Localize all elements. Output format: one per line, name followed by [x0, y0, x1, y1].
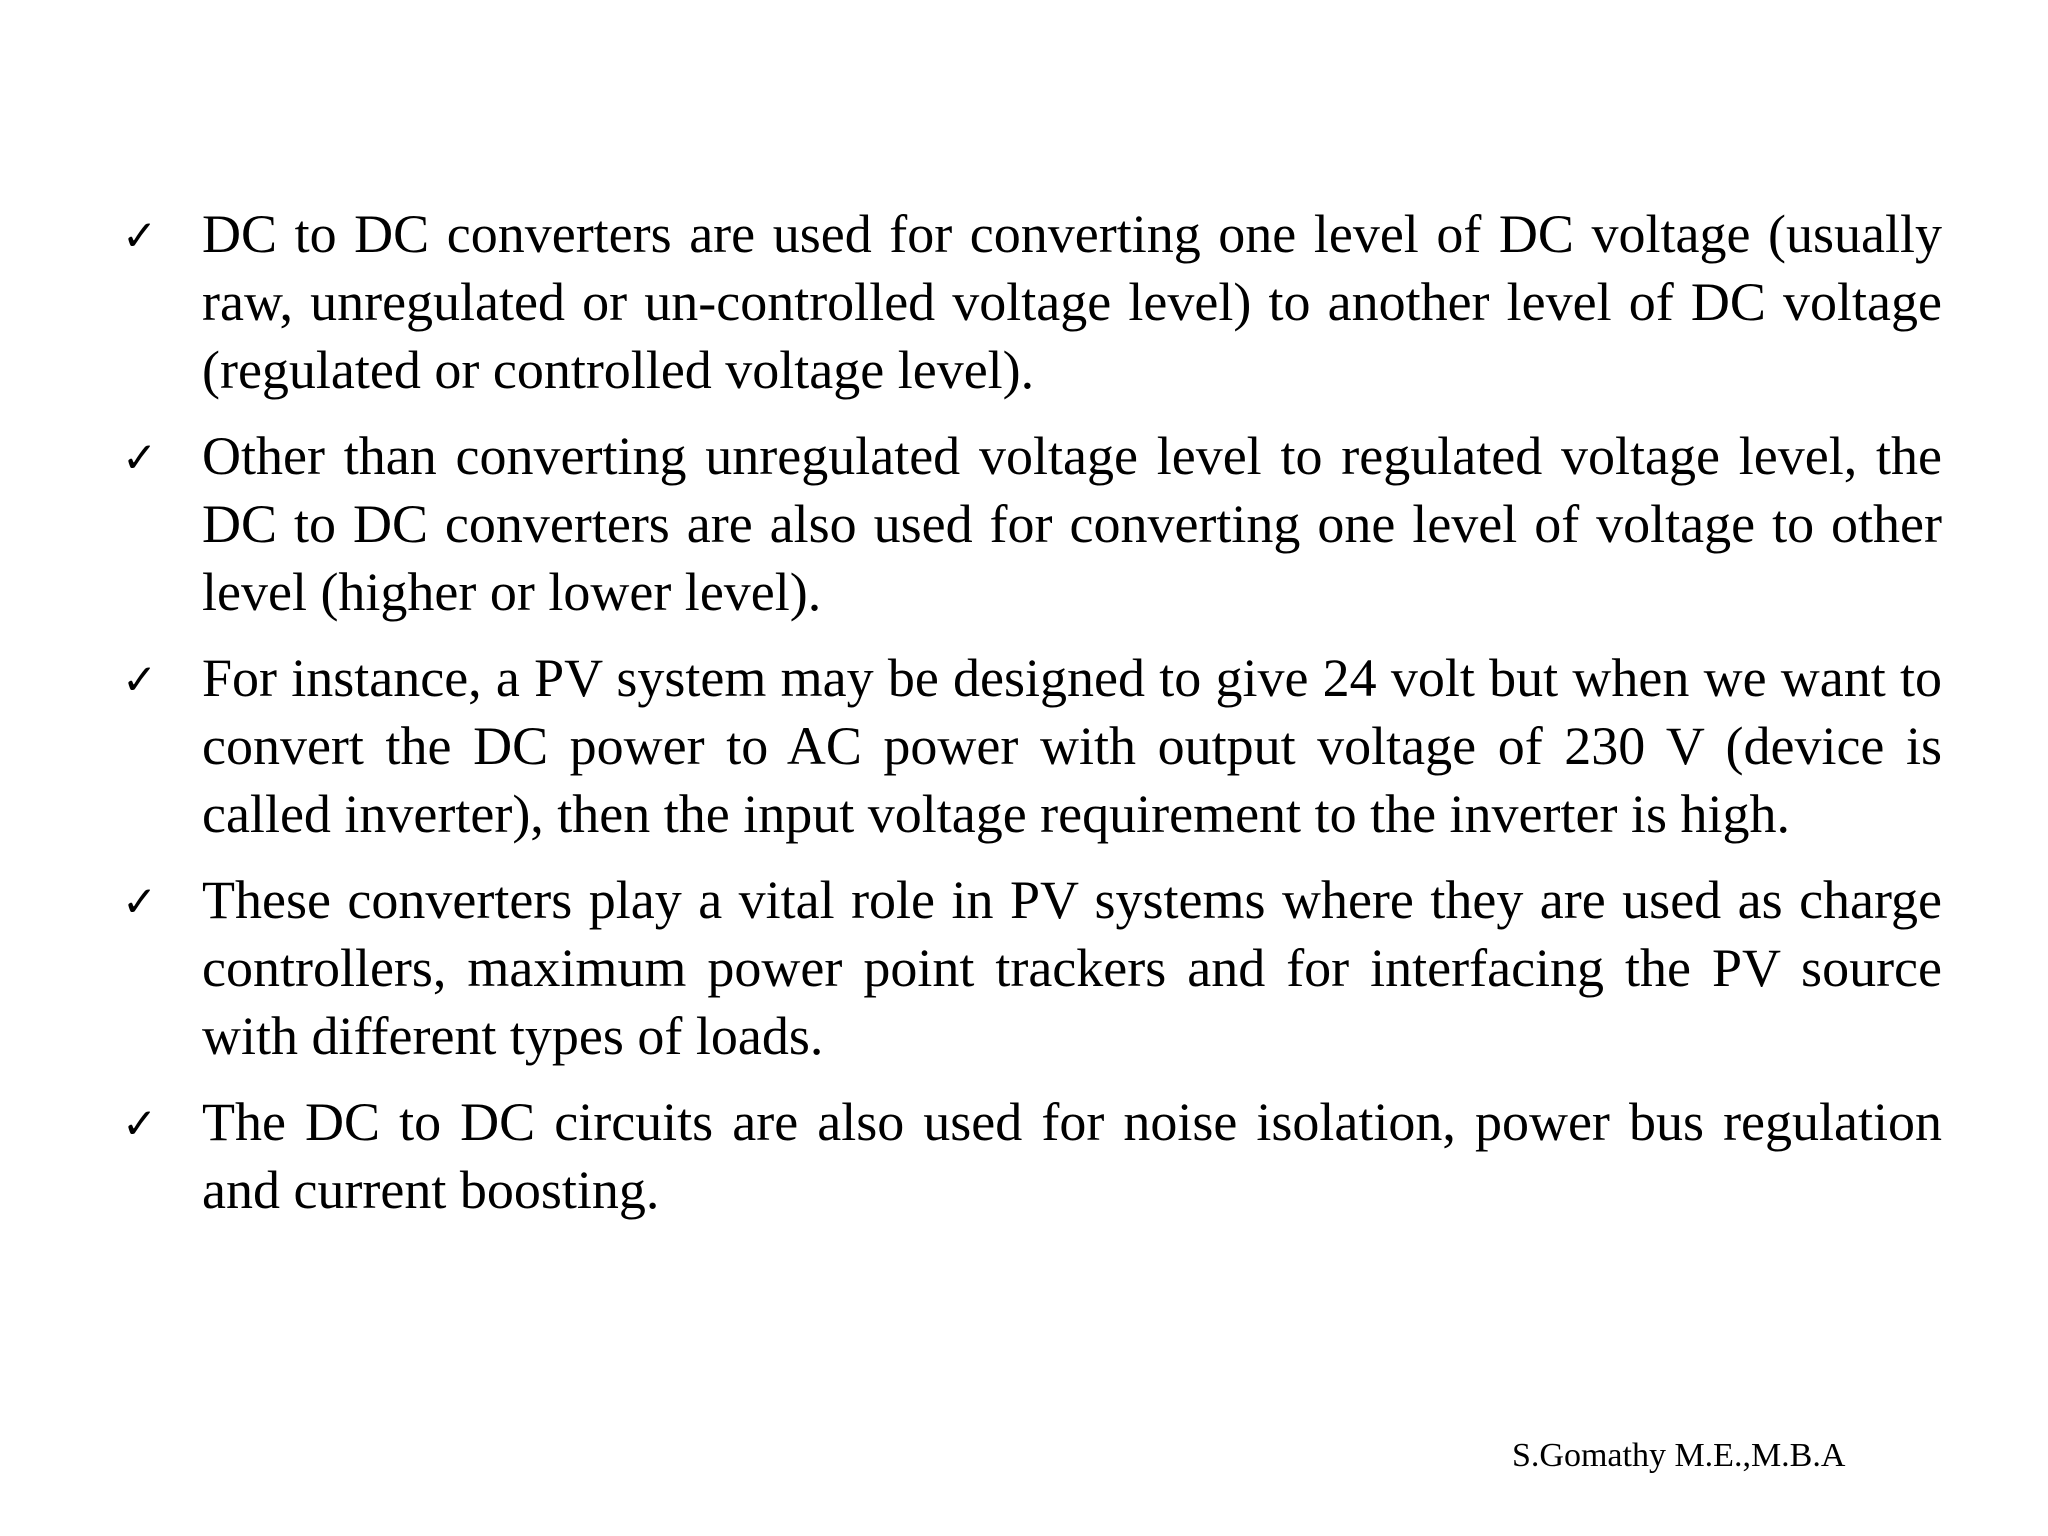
check-icon: ✓ — [122, 877, 158, 926]
bullet-list — [122, 200, 1942, 1242]
bullet-item — [122, 866, 1942, 1070]
check-icon: ✓ — [122, 433, 158, 482]
check-icon: ✓ — [122, 1099, 158, 1148]
check-icon: ✓ — [122, 655, 158, 704]
bullet-text: These converters play a vital role in PV systems where they are used as charge controllers, maximum power point trackers and for interfacing the PV source with different types of loads. — [202, 870, 1942, 1066]
bullet-item — [122, 644, 1942, 848]
bullet-text: Other than converting unregulated voltage level to regulated voltage level, the DC to DC converters are also used for converting one level of voltage to other level (higher or lower level). — [202, 426, 1942, 622]
bullet-text: For instance, a PV system may be designed to give 24 volt but when we want to convert the DC power to AC power with output voltage of 230 V (device is called inverter), then the input voltage requirement to the inverter is high. — [202, 648, 1942, 844]
bullet-text: The DC to DC circuits are also used for noise isolation, power bus regulation and current boosting. — [202, 1092, 1942, 1220]
footer-author: S.Gomathy M.E.,M.B.A — [1512, 1437, 1846, 1474]
bullet-item — [122, 422, 1942, 626]
bullet-text: DC to DC converters are used for converting one level of DC voltage (usually raw, unregulated or un-controlled voltage level) to another level of DC voltage (regulated or controlled voltage level). — [202, 204, 1942, 400]
bullet-item — [122, 200, 1942, 404]
check-icon: ✓ — [122, 211, 158, 260]
bullet-item — [122, 1088, 1942, 1224]
